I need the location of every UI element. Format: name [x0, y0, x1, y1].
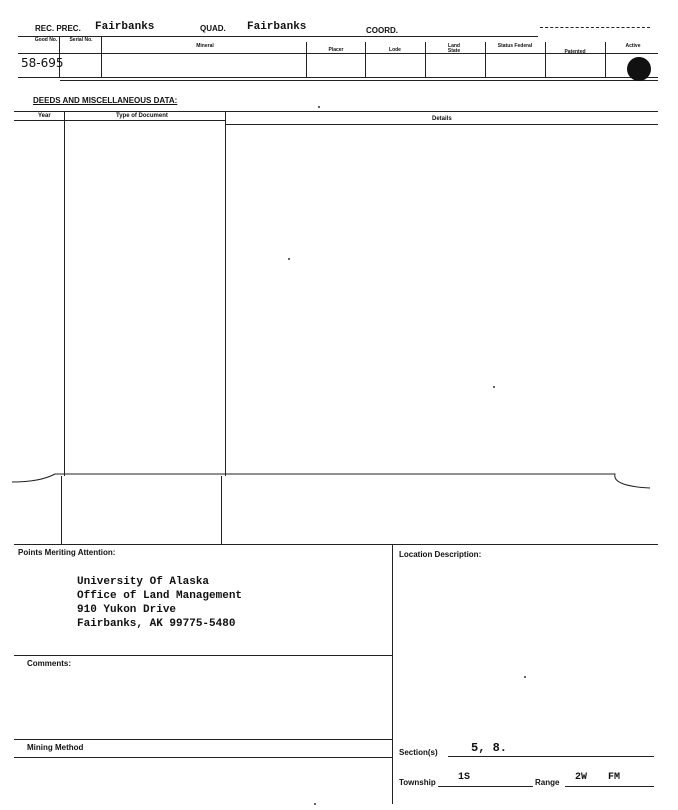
col-divider-2	[101, 36, 102, 77]
col-good-no: Good No.	[34, 37, 58, 43]
range-label: Range	[535, 778, 560, 787]
deeds-header-line	[14, 120, 226, 121]
col-divider-8	[605, 42, 606, 77]
deeds-divider-1	[64, 111, 65, 476]
address-line-4: Fairbanks, AK 99775-5480	[77, 618, 236, 630]
col-placer: Placer	[328, 47, 344, 53]
mining-top-line	[14, 739, 392, 740]
address-block	[77, 575, 242, 631]
col-divider-6	[485, 42, 486, 77]
col-divider-4	[365, 42, 366, 77]
quad-value: Fairbanks	[247, 21, 307, 33]
col-lode: Lode	[389, 47, 401, 53]
coord-label: COORD.	[366, 26, 398, 35]
comments-label: Comments:	[27, 659, 72, 668]
section-label: Section(s)	[399, 748, 438, 757]
col-divider-3	[306, 42, 307, 77]
col-divider-5	[425, 42, 426, 77]
record-bottom-line	[18, 77, 658, 78]
quad-label: QUAD.	[200, 24, 226, 33]
punch-hole-icon	[627, 57, 651, 81]
address-line-2: Office of Land Management	[77, 590, 243, 602]
deeds-title: DEEDS AND MISCELLANEOUS DATA:	[33, 96, 178, 105]
rec-prec-value: Fairbanks	[95, 21, 155, 33]
mining-label: Mining Method	[27, 743, 84, 752]
col-divider-7	[545, 42, 546, 77]
mining-bottom-line	[14, 757, 392, 758]
speck-5	[314, 803, 316, 805]
address-line-3: 910 Yukon Drive	[77, 604, 177, 616]
header-dashed-line	[540, 27, 650, 28]
range-value: 2W	[575, 772, 588, 783]
good-no-value: 58-695	[21, 56, 64, 70]
lower-top-line	[14, 544, 658, 545]
meridian-value: FM	[608, 772, 621, 783]
township-label: Township	[399, 778, 436, 787]
col-land-state: Land State	[447, 43, 461, 54]
rec-prec-label: REC. PREC.	[35, 24, 81, 33]
address-line-1: University Of Alaska	[77, 576, 210, 588]
deeds-col-type: Type of Document	[116, 113, 168, 119]
lower-center-divider	[392, 544, 393, 804]
comments-top-line	[14, 655, 392, 656]
location-label: Location Description:	[399, 550, 482, 559]
township-underline	[438, 786, 533, 787]
header-top-line	[18, 36, 538, 37]
col-status-federal: Status Federal	[497, 43, 533, 49]
deeds-col-details: Details	[432, 116, 452, 122]
range-underline	[565, 786, 654, 787]
points-label: Points Meriting Attention:	[18, 548, 116, 557]
col-mineral: Mineral	[196, 43, 214, 49]
col-active: Active	[625, 43, 641, 49]
township-value: 1S	[458, 772, 471, 783]
speck-2	[288, 258, 290, 260]
deeds-header-line-right	[226, 124, 658, 125]
deeds-divider-2	[225, 111, 226, 476]
deeds-top-line	[14, 111, 658, 112]
page-join-line	[0, 464, 678, 494]
col-serial-no: Serial No.	[69, 37, 93, 43]
col-patented: Patented	[564, 49, 586, 55]
speck-3	[493, 386, 495, 388]
speck-1	[318, 106, 320, 108]
section-underline	[448, 756, 654, 757]
speck-4	[524, 676, 526, 678]
section-value: 5, 8.	[471, 741, 508, 755]
deeds-col-year: Year	[38, 113, 51, 119]
record-bottom-line-2	[60, 80, 658, 81]
